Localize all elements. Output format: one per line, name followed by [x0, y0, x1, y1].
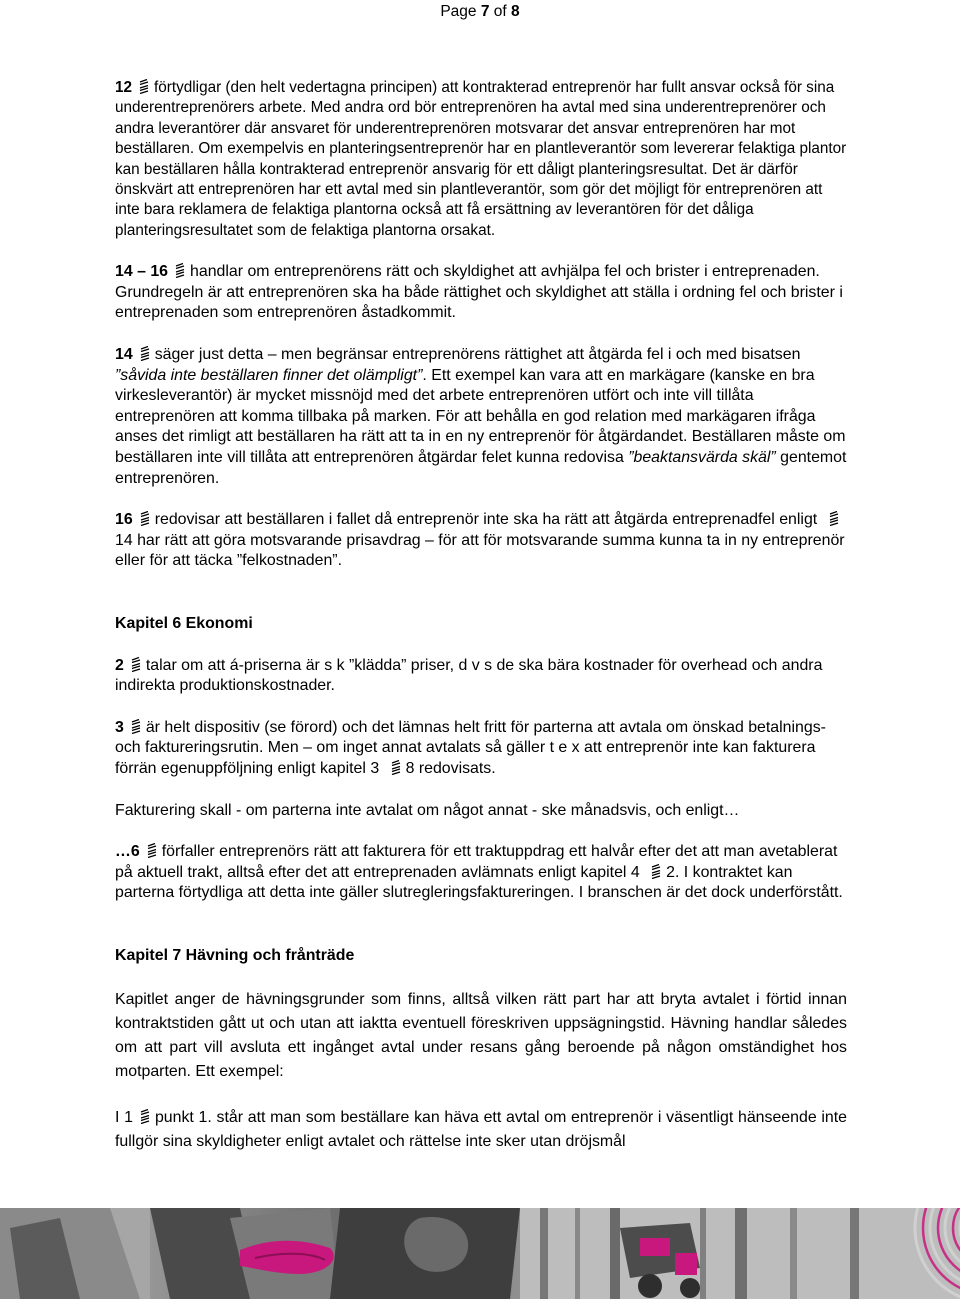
- section-number: 14 – 16: [115, 263, 169, 281]
- section-number: I 1: [115, 1108, 133, 1126]
- paragraph-text: 8 redovisats.: [405, 759, 496, 777]
- paragraph-text: 14 har rätt att göra motsvarande prisavdrag – för att för motsvarande summa kunna ta in ny entreprenör eller för att täcka ”felkostnaden”.: [115, 531, 845, 570]
- section-sign-icon: [828, 511, 840, 526]
- section-number: 2: [115, 656, 124, 674]
- paragraph-text: förtydligar (den helt vedertagna principen) att kontrakterad entreprenör har fullt ansvar också för sina underentreprenörers arbete. Med andra ord bör entreprenören ha avtal med sina underentreprenörer och andra leverantörer där ansvaret för underentreprenören motsvarar det ansvar entreprenören har mot beställaren.: [115, 79, 835, 158]
- paragraph-text: är helt dispositiv (se förord) och det lämnas helt fritt för parterna att avtala om önskad betalnings- och faktureringsrutin. Men – om inget annat avtalats så gäller t e x att entreprenör inte kan fakturera förrän egenuppföljning enligt kapitel 3: [115, 718, 826, 777]
- chapter-6-heading: Kapitel 6 Ekonomi: [115, 614, 253, 632]
- section-sign-icon: [650, 864, 662, 879]
- paragraph-14: [115, 345, 847, 489]
- paragraph-12: [115, 78, 847, 241]
- section-number: 3: [115, 718, 124, 736]
- document-body: [115, 78, 847, 1154]
- machine-accent: [640, 1238, 670, 1256]
- section-sign-icon: [139, 346, 151, 361]
- section-sign-icon: [138, 79, 150, 94]
- paragraph-2: [115, 656, 847, 697]
- page-label: Page: [440, 3, 481, 20]
- paragraph-1-point-1: [115, 1106, 847, 1155]
- page-of-label: of: [489, 3, 512, 20]
- paragraph-text: Om exempelvis en planteringsentreprenör har en plantleverantör som levererar felaktiga plantor kan beställaren hålla kontrakterad entreprenör ansvarig för ett dåligt planteringsresultat.: [115, 140, 847, 178]
- paragraph-3: [115, 718, 847, 780]
- paragraph-text: förfaller entreprenörs rätt att fakturera för ett traktuppdrag ett halvår efter det att man avetablerat på aktuell trakt, alltså efter det att entreprenaden avlämnats enligt kapitel 4: [115, 843, 838, 881]
- page-number-header: [0, 0, 960, 22]
- section-number: 12: [115, 79, 133, 96]
- section-sign-icon: [130, 657, 142, 672]
- section-sign-icon: [174, 263, 186, 278]
- section-number: 14: [115, 346, 133, 364]
- paragraph-text: punkt 1. står att man som beställare kan häva ett avtal om entreprenör i väsentligt hänseende inte fullgör sina skyldigheter enligt avtalet och rättelse inte sker utan dröjsmål: [115, 1108, 847, 1150]
- paragraph-text: . Ett exempel kan vara att en markägare (kanske en bra virkesleverantör) är mycket missnöjd med det arbete entreprenören utfört och inte vill tillåta entreprenören att komma tillbaka på marken. För att behålla en god relation med markägaren ifråga anses det rimligt att beställaren ha rätt att ta in en ny entreprenör för åtgärdandet. Beställaren måste om beställaren inte vill tillåta att entreprenören åtgärdar felet kunna redovisa: [115, 366, 846, 466]
- italic-quote: ”såvida inte beställaren finner det olämpligt”: [115, 366, 423, 384]
- section-sign-icon: [139, 1109, 151, 1124]
- paragraph-14-16: [115, 262, 847, 324]
- paragraph-text: Det är därför önskvärt att entreprenören har ett avtal med sin plantleverantör, som gör det möjligt för entreprenören att inte bara reklamera de felaktiga plantorna också att få ersättning av leverantören för det dåliga planteringsresultatet som de felaktiga plantorna orsakat.: [115, 160, 823, 239]
- total-page-number: 8: [511, 3, 520, 20]
- section-sign-icon: [130, 719, 142, 734]
- banner-illustration: [0, 1208, 960, 1299]
- current-page-number: 7: [480, 3, 490, 20]
- paragraph-invoicing: Fakturering skall - om parterna inte avtalat om något annat - ske månadsvis, och enligt…: [115, 801, 740, 819]
- section-number: …6: [115, 843, 140, 861]
- italic-quote: ”beaktansvärda skäl”: [628, 449, 776, 466]
- paragraph-text: 2. I kontraktet kan parterna förtydliga att detta inte gäller slutregleringsfaktureringen. I branschen är det dock underförstått.: [115, 863, 843, 902]
- paragraph-16: [115, 510, 847, 572]
- footer-photo-banner: [0, 1208, 960, 1299]
- section-sign-icon: [390, 760, 402, 775]
- chapter-7-heading: Kapitel 7 Hävning och frånträde: [115, 946, 355, 964]
- paragraph-text: gentemot entreprenören.: [115, 449, 847, 487]
- paragraph-text: säger just detta – men begränsar entreprenörens rättighet att åtgärda fel i och med bisatsen: [154, 346, 801, 364]
- paragraph-text: talar om att á-priserna är s k ”klädda” priser, d v s de ska bära kostnader för overhead och andra indirekta produktionskostnader.: [115, 656, 823, 695]
- paragraph-text: redovisar att beställaren i fallet då entreprenör inte ska ha rätt att åtgärda entreprenadfel enligt: [154, 511, 822, 529]
- section-sign-icon: [146, 843, 158, 858]
- section-number: 16: [115, 511, 133, 529]
- paragraph-termination: Kapitlet anger de hävningsgrunder som finns, alltså vilken rätt part har att bryta avtalet i förtid innan kontraktstiden gått ut och utan att iaktta eventuell föreskriven uppsägningstid. Hävning handlar således om att part vill avsluta ett ingånget avtal under resans gång beroende på någon omständighet hos motparten. Ett exempel:: [115, 990, 847, 1081]
- paragraph-text: handlar om entreprenörens rätt och skyldighet att avhjälpa fel och brister i entreprenaden. Grundregeln är att entreprenören ska ha både rättighet och skyldighet att ställa i ordning fel och brister i entreprenaden som entreprenören åstadkommit.: [115, 263, 843, 322]
- paragraph-6: [115, 842, 847, 904]
- section-sign-icon: [139, 511, 151, 526]
